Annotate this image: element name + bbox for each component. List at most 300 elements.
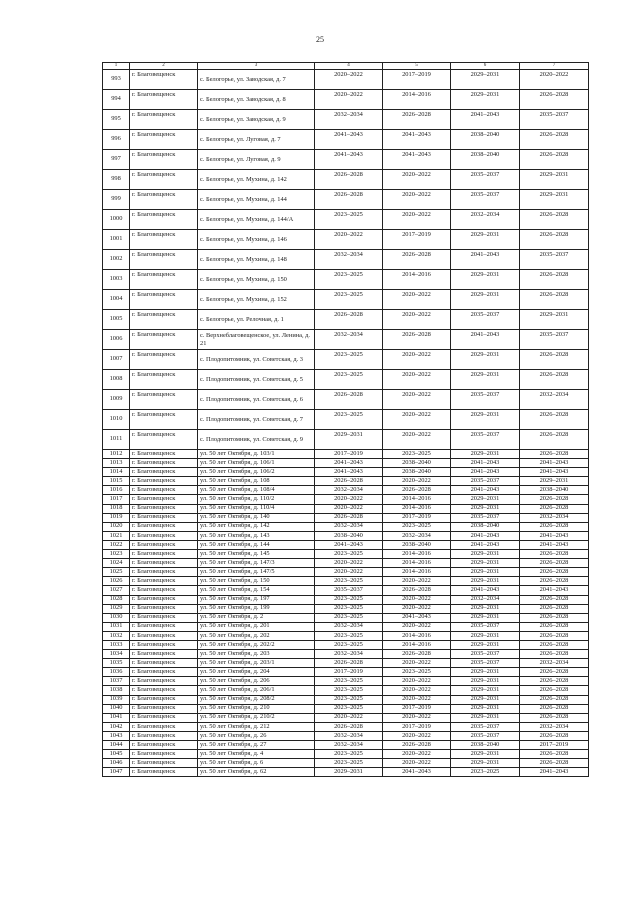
period-cell: 2035–2037 xyxy=(451,731,520,740)
period-cell: 2026–2028 xyxy=(520,650,589,659)
period-cell: 2038–2040 xyxy=(383,468,451,477)
period-cell: 2035–2037 xyxy=(451,170,520,190)
period-cell: 2029–2031 xyxy=(451,230,520,250)
period-cell: 2038–2040 xyxy=(520,486,589,495)
period-cell: 2026–2028 xyxy=(520,130,589,150)
period-cell: 2020–2022 xyxy=(383,310,451,330)
period-cell: 2038–2040 xyxy=(451,522,520,531)
period-cell: 2029–2031 xyxy=(451,350,520,370)
city-cell: г. Благовещенск xyxy=(130,722,198,731)
period-cell: 2035–2037 xyxy=(451,722,520,731)
period-cell: 2032–2034 xyxy=(451,210,520,230)
period-cell: 2026–2028 xyxy=(520,495,589,504)
period-cell: 2041–2043 xyxy=(383,613,451,622)
table-row xyxy=(103,722,589,731)
period-cell: 2035–2037 xyxy=(451,390,520,410)
period-cell: 2026–2028 xyxy=(520,150,589,170)
period-cell: 2020–2022 xyxy=(383,350,451,370)
row-number: 1005 xyxy=(103,310,130,330)
period-cell: 2029–2031 xyxy=(315,768,383,777)
period-cell: 2026–2028 xyxy=(520,604,589,613)
period-cell: 2023–2025 xyxy=(315,604,383,613)
period-cell: 2026–2028 xyxy=(520,430,589,450)
city-cell: г. Благовещенск xyxy=(130,531,198,540)
period-cell: 2020–2022 xyxy=(383,604,451,613)
period-cell: 2020–2022 xyxy=(383,390,451,410)
city-cell: г. Благовещенск xyxy=(130,559,198,568)
city-cell: г. Благовещенск xyxy=(130,468,198,477)
address-cell: ул. 50 лет Октября, д. 202 xyxy=(198,631,315,640)
period-cell: 2029–2031 xyxy=(451,270,520,290)
period-cell: 2026–2028 xyxy=(520,677,589,686)
row-number: 1038 xyxy=(103,686,130,695)
row-number: 1029 xyxy=(103,604,130,613)
period-cell: 2029–2031 xyxy=(451,631,520,640)
period-cell: 2023–2025 xyxy=(315,695,383,704)
period-cell: 2020–2022 xyxy=(383,750,451,759)
period-cell: 2035–2037 xyxy=(451,650,520,659)
address-cell: ул. 50 лет Октября, д. 203 xyxy=(198,650,315,659)
period-cell: 2032–2034 xyxy=(315,522,383,531)
period-cell: 2026–2028 xyxy=(520,759,589,768)
period-cell: 2026–2028 xyxy=(520,668,589,677)
period-cell: 2029–2031 xyxy=(451,290,520,310)
period-cell: 2026–2028 xyxy=(520,370,589,390)
row-number: 1046 xyxy=(103,759,130,768)
period-cell: 2020–2022 xyxy=(383,713,451,722)
city-cell: г. Благовещенск xyxy=(130,577,198,586)
row-number: 1004 xyxy=(103,290,130,310)
address-cell: с. Белогорье, ул. Мухина, д. 144/А xyxy=(198,210,315,230)
table-row xyxy=(103,750,589,759)
period-cell: 2035–2037 xyxy=(520,250,589,270)
period-cell: 2014–2016 xyxy=(383,640,451,649)
city-cell: г. Благовещенск xyxy=(130,640,198,649)
table-row xyxy=(103,586,589,595)
table-row xyxy=(103,190,589,210)
table-row xyxy=(103,513,589,522)
period-cell: 2029–2031 xyxy=(451,668,520,677)
period-cell: 2020–2022 xyxy=(315,230,383,250)
row-number: 1036 xyxy=(103,668,130,677)
table-row xyxy=(103,631,589,640)
period-cell: 2038–2040 xyxy=(383,459,451,468)
column-header: 2 xyxy=(130,63,198,70)
period-cell: 2041–2043 xyxy=(451,110,520,130)
table-row xyxy=(103,170,589,190)
period-cell: 2026–2028 xyxy=(520,595,589,604)
row-number: 995 xyxy=(103,110,130,130)
period-cell: 2023–2025 xyxy=(315,577,383,586)
period-cell: 2017–2019 xyxy=(383,70,451,90)
row-number: 1024 xyxy=(103,559,130,568)
city-cell: г. Благовещенск xyxy=(130,731,198,740)
city-cell: г. Благовещенск xyxy=(130,695,198,704)
row-number: 1014 xyxy=(103,468,130,477)
city-cell: г. Благовещенск xyxy=(130,759,198,768)
period-cell: 2026–2028 xyxy=(383,650,451,659)
period-cell: 2029–2031 xyxy=(451,713,520,722)
row-number: 997 xyxy=(103,150,130,170)
period-cell: 2032–2034 xyxy=(315,650,383,659)
table-row xyxy=(103,410,589,430)
period-cell: 2023–2025 xyxy=(315,410,383,430)
column-header: 1 xyxy=(103,63,130,70)
table-row xyxy=(103,640,589,649)
period-cell: 2026–2028 xyxy=(520,350,589,370)
city-cell: г. Благовещенск xyxy=(130,130,198,150)
address-cell: ул. 50 лет Октября, д. 154 xyxy=(198,586,315,595)
period-cell: 2020–2022 xyxy=(383,695,451,704)
row-number: 1039 xyxy=(103,695,130,704)
period-cell: 2017–2019 xyxy=(315,450,383,459)
row-number: 1026 xyxy=(103,577,130,586)
table-row xyxy=(103,370,589,390)
period-cell: 2038–2040 xyxy=(451,741,520,750)
row-number: 1009 xyxy=(103,390,130,410)
city-cell: г. Благовещенск xyxy=(130,668,198,677)
period-cell: 2032–2034 xyxy=(520,722,589,731)
period-cell: 2020–2022 xyxy=(383,170,451,190)
period-cell: 2032–2034 xyxy=(315,250,383,270)
period-cell: 2020–2022 xyxy=(383,290,451,310)
row-number: 1032 xyxy=(103,631,130,640)
table-row xyxy=(103,759,589,768)
address-cell: ул. 50 лет Октября, д. 206/1 xyxy=(198,686,315,695)
period-cell: 2029–2031 xyxy=(520,170,589,190)
period-cell: 2026–2028 xyxy=(520,631,589,640)
period-cell: 2026–2028 xyxy=(520,713,589,722)
period-cell: 2029–2031 xyxy=(451,704,520,713)
address-cell: с. Белогорье, ул. Заводская, д. 8 xyxy=(198,90,315,110)
address-cell: с. Плодопитомник, ул. Советская, д. 5 xyxy=(198,370,315,390)
city-cell: г. Благовещенск xyxy=(130,210,198,230)
period-cell: 2041–2043 xyxy=(383,130,451,150)
period-cell: 2017–2019 xyxy=(315,668,383,677)
period-cell: 2020–2022 xyxy=(383,622,451,631)
city-cell: г. Благовещенск xyxy=(130,290,198,310)
period-cell: 2029–2031 xyxy=(451,450,520,459)
period-cell: 2020–2022 xyxy=(383,759,451,768)
period-cell: 2020–2022 xyxy=(383,410,451,430)
row-number: 1001 xyxy=(103,230,130,250)
period-cell: 2020–2022 xyxy=(383,370,451,390)
period-cell: 2041–2043 xyxy=(383,768,451,777)
period-cell: 2032–2034 xyxy=(315,741,383,750)
period-cell: 2014–2016 xyxy=(383,559,451,568)
table-row xyxy=(103,659,589,668)
period-cell: 2014–2016 xyxy=(383,631,451,640)
row-number: 1002 xyxy=(103,250,130,270)
table-row xyxy=(103,450,589,459)
period-cell: 2029–2031 xyxy=(451,695,520,704)
table-row xyxy=(103,495,589,504)
period-cell: 2026–2028 xyxy=(520,731,589,740)
address-cell: с. Плодопитомник, ул. Советская, д. 9 xyxy=(198,430,315,450)
table-row xyxy=(103,668,589,677)
table-row xyxy=(103,613,589,622)
table-row xyxy=(103,210,589,230)
period-cell: 2032–2034 xyxy=(520,513,589,522)
period-cell: 2029–2031 xyxy=(451,759,520,768)
period-cell: 2026–2028 xyxy=(383,486,451,495)
period-cell: 2023–2025 xyxy=(315,550,383,559)
period-cell: 2035–2037 xyxy=(451,622,520,631)
period-cell: 2026–2028 xyxy=(520,695,589,704)
table-row xyxy=(103,459,589,468)
table-row xyxy=(103,741,589,750)
table-row xyxy=(103,559,589,568)
city-cell: г. Благовещенск xyxy=(130,586,198,595)
city-cell: г. Благовещенск xyxy=(130,677,198,686)
period-cell: 2026–2028 xyxy=(520,750,589,759)
address-cell: с. Плодопитомник, ул. Советская, д. 7 xyxy=(198,410,315,430)
address-cell: ул. 50 лет Октября, д. 2 xyxy=(198,613,315,622)
row-number: 1019 xyxy=(103,513,130,522)
period-cell: 2017–2019 xyxy=(383,230,451,250)
address-cell: ул. 50 лет Октября, д. 210 xyxy=(198,704,315,713)
period-cell: 2026–2028 xyxy=(520,210,589,230)
period-cell: 2029–2031 xyxy=(451,90,520,110)
period-cell: 2026–2028 xyxy=(520,704,589,713)
address-cell: с. Белогорье, ул. Мухина, д. 150 xyxy=(198,270,315,290)
period-cell: 2038–2040 xyxy=(383,540,451,549)
period-cell: 2023–2025 xyxy=(315,759,383,768)
period-cell: 2029–2031 xyxy=(451,686,520,695)
period-cell: 2041–2043 xyxy=(451,586,520,595)
period-cell: 2014–2016 xyxy=(383,504,451,513)
period-cell: 2032–2034 xyxy=(315,330,383,350)
period-cell: 2041–2043 xyxy=(520,586,589,595)
row-number: 1022 xyxy=(103,540,130,549)
period-cell: 2029–2031 xyxy=(451,577,520,586)
period-cell: 2014–2016 xyxy=(383,90,451,110)
column-header: 3 xyxy=(198,63,315,70)
period-cell: 2026–2028 xyxy=(520,90,589,110)
period-cell: 2035–2037 xyxy=(451,310,520,330)
table-row xyxy=(103,468,589,477)
table-row xyxy=(103,650,589,659)
period-cell: 2026–2028 xyxy=(520,640,589,649)
table-row xyxy=(103,568,589,577)
address-cell: ул. 50 лет Октября, д. 143 xyxy=(198,531,315,540)
period-cell: 2029–2031 xyxy=(451,568,520,577)
city-cell: г. Благовещенск xyxy=(130,713,198,722)
period-cell: 2026–2028 xyxy=(520,290,589,310)
address-cell: ул. 50 лет Октября, д. 199 xyxy=(198,604,315,613)
period-cell: 2020–2022 xyxy=(383,577,451,586)
city-cell: г. Благовещенск xyxy=(130,550,198,559)
period-cell: 2026–2028 xyxy=(315,513,383,522)
period-cell: 2029–2031 xyxy=(520,310,589,330)
schedule-table xyxy=(102,62,589,777)
period-cell: 2026–2028 xyxy=(520,410,589,430)
row-number: 1000 xyxy=(103,210,130,230)
period-cell: 2041–2043 xyxy=(451,486,520,495)
city-cell: г. Благовещенск xyxy=(130,330,198,350)
row-number: 1011 xyxy=(103,430,130,450)
address-cell: с. Белогорье, ул. Релочная, д. 1 xyxy=(198,310,315,330)
table-row xyxy=(103,270,589,290)
table-row xyxy=(103,531,589,540)
city-cell: г. Благовещенск xyxy=(130,459,198,468)
period-cell: 2026–2028 xyxy=(383,330,451,350)
row-number: 1023 xyxy=(103,550,130,559)
address-cell: с. Белогорье, ул. Заводская, д. 9 xyxy=(198,110,315,130)
address-cell: ул. 50 лет Октября, д. 4 xyxy=(198,750,315,759)
period-cell: 2026–2028 xyxy=(520,613,589,622)
period-cell: 2035–2037 xyxy=(451,659,520,668)
column-header: 7 xyxy=(520,63,589,70)
row-number: 1027 xyxy=(103,586,130,595)
table-row xyxy=(103,250,589,270)
period-cell: 2032–2034 xyxy=(315,731,383,740)
address-cell: ул. 50 лет Октября, д. 203/1 xyxy=(198,659,315,668)
address-cell: с. Белогорье, ул. Мухина, д. 144 xyxy=(198,190,315,210)
address-cell: ул. 50 лет Октября, д. 197 xyxy=(198,595,315,604)
period-cell: 2023–2025 xyxy=(383,668,451,677)
address-cell: ул. 50 лет Октября, д. 147/5 xyxy=(198,568,315,577)
row-number: 1044 xyxy=(103,741,130,750)
address-cell: ул. 50 лет Октября, д. 150 xyxy=(198,577,315,586)
table-row xyxy=(103,110,589,130)
period-cell: 2014–2016 xyxy=(383,568,451,577)
period-cell: 2041–2043 xyxy=(520,468,589,477)
address-cell: ул. 50 лет Октября, д. 106/2 xyxy=(198,468,315,477)
period-cell: 2035–2037 xyxy=(520,330,589,350)
address-cell: ул. 50 лет Октября, д. 204 xyxy=(198,668,315,677)
period-cell: 2035–2037 xyxy=(451,190,520,210)
address-cell: ул. 50 лет Октября, д. 208/2 xyxy=(198,695,315,704)
table-body xyxy=(103,70,589,777)
city-cell: г. Благовещенск xyxy=(130,622,198,631)
period-cell: 2023–2025 xyxy=(383,522,451,531)
period-cell: 2029–2031 xyxy=(451,750,520,759)
period-cell: 2023–2025 xyxy=(315,640,383,649)
table-row xyxy=(103,90,589,110)
period-cell: 2032–2034 xyxy=(315,110,383,130)
period-cell: 2023–2025 xyxy=(315,613,383,622)
row-number: 1007 xyxy=(103,350,130,370)
period-cell: 2026–2028 xyxy=(315,190,383,210)
period-cell: 2023–2025 xyxy=(315,210,383,230)
period-cell: 2041–2043 xyxy=(315,130,383,150)
period-cell: 2020–2022 xyxy=(383,477,451,486)
address-cell: ул. 50 лет Октября, д. 201 xyxy=(198,622,315,631)
address-cell: ул. 50 лет Октября, д. 140 xyxy=(198,513,315,522)
period-cell: 2029–2031 xyxy=(451,70,520,90)
period-cell: 2026–2028 xyxy=(315,170,383,190)
city-cell: г. Благовещенск xyxy=(130,650,198,659)
period-cell: 2029–2031 xyxy=(451,559,520,568)
row-number: 1012 xyxy=(103,450,130,459)
table-row xyxy=(103,477,589,486)
address-cell: ул. 50 лет Октября, д. 6 xyxy=(198,759,315,768)
period-cell: 2029–2031 xyxy=(451,604,520,613)
period-cell: 2041–2043 xyxy=(315,540,383,549)
period-cell: 2026–2028 xyxy=(520,550,589,559)
period-cell: 2035–2037 xyxy=(451,477,520,486)
address-cell: с. Белогорье, ул. Заводская, д. 7 xyxy=(198,70,315,90)
period-cell: 2029–2031 xyxy=(451,370,520,390)
row-number: 1020 xyxy=(103,522,130,531)
period-cell: 2035–2037 xyxy=(520,110,589,130)
period-cell: 2017–2019 xyxy=(383,704,451,713)
period-cell: 2026–2028 xyxy=(520,522,589,531)
table-row xyxy=(103,310,589,330)
row-number: 1033 xyxy=(103,640,130,649)
table-header-row xyxy=(103,63,589,70)
row-number: 1016 xyxy=(103,486,130,495)
city-cell: г. Благовещенск xyxy=(130,90,198,110)
city-cell: г. Благовещенск xyxy=(130,150,198,170)
period-cell: 2029–2031 xyxy=(451,550,520,559)
table-row xyxy=(103,504,589,513)
table-row xyxy=(103,330,589,350)
period-cell: 2023–2025 xyxy=(315,631,383,640)
row-number: 1013 xyxy=(103,459,130,468)
row-number: 1008 xyxy=(103,370,130,390)
address-cell: с. Плодопитомник, ул. Советская, д. 6 xyxy=(198,390,315,410)
period-cell: 2032–2034 xyxy=(383,531,451,540)
period-cell: 2026–2028 xyxy=(383,110,451,130)
table-row xyxy=(103,695,589,704)
table-row xyxy=(103,150,589,170)
address-cell: ул. 50 лет Октября, д. 144 xyxy=(198,540,315,549)
row-number: 1010 xyxy=(103,410,130,430)
table-row xyxy=(103,390,589,410)
period-cell: 2023–2025 xyxy=(315,290,383,310)
period-cell: 2020–2022 xyxy=(315,568,383,577)
period-cell: 2029–2031 xyxy=(451,495,520,504)
city-cell: г. Благовещенск xyxy=(130,750,198,759)
city-cell: г. Благовещенск xyxy=(130,430,198,450)
period-cell: 2041–2043 xyxy=(520,540,589,549)
address-cell: с. Белогорье, ул. Мухина, д. 152 xyxy=(198,290,315,310)
row-number: 1034 xyxy=(103,650,130,659)
period-cell: 2023–2025 xyxy=(315,677,383,686)
address-cell: с. Верхнеблаговещенское, ул. Ленина, д. 21 xyxy=(198,330,315,350)
row-number: 996 xyxy=(103,130,130,150)
period-cell: 2029–2031 xyxy=(451,504,520,513)
table-row xyxy=(103,70,589,90)
address-cell: ул. 50 лет Октября, д. 147/3 xyxy=(198,559,315,568)
city-cell: г. Благовещенск xyxy=(130,513,198,522)
address-cell: ул. 50 лет Октября, д. 108/4 xyxy=(198,486,315,495)
city-cell: г. Благовещенск xyxy=(130,613,198,622)
city-cell: г. Благовещенск xyxy=(130,604,198,613)
city-cell: г. Благовещенск xyxy=(130,486,198,495)
column-header: 5 xyxy=(383,63,451,70)
city-cell: г. Благовещенск xyxy=(130,190,198,210)
period-cell: 2020–2022 xyxy=(383,595,451,604)
address-cell: с. Плодопитомник, ул. Советская, д. 3 xyxy=(198,350,315,370)
city-cell: г. Благовещенск xyxy=(130,522,198,531)
address-cell: ул. 50 лет Октября, д. 26 xyxy=(198,731,315,740)
period-cell: 2041–2043 xyxy=(383,150,451,170)
period-cell: 2029–2031 xyxy=(315,430,383,450)
address-cell: ул. 50 лет Октября, д. 145 xyxy=(198,550,315,559)
period-cell: 2026–2028 xyxy=(520,577,589,586)
period-cell: 2023–2025 xyxy=(315,270,383,290)
table-row xyxy=(103,677,589,686)
city-cell: г. Благовещенск xyxy=(130,170,198,190)
address-cell: с. Белогорье, ул. Мухина, д. 148 xyxy=(198,250,315,270)
period-cell: 2020–2022 xyxy=(315,713,383,722)
period-cell: 2032–2034 xyxy=(520,390,589,410)
period-cell: 2026–2028 xyxy=(315,310,383,330)
address-cell: ул. 50 лет Октября, д. 103/1 xyxy=(198,450,315,459)
